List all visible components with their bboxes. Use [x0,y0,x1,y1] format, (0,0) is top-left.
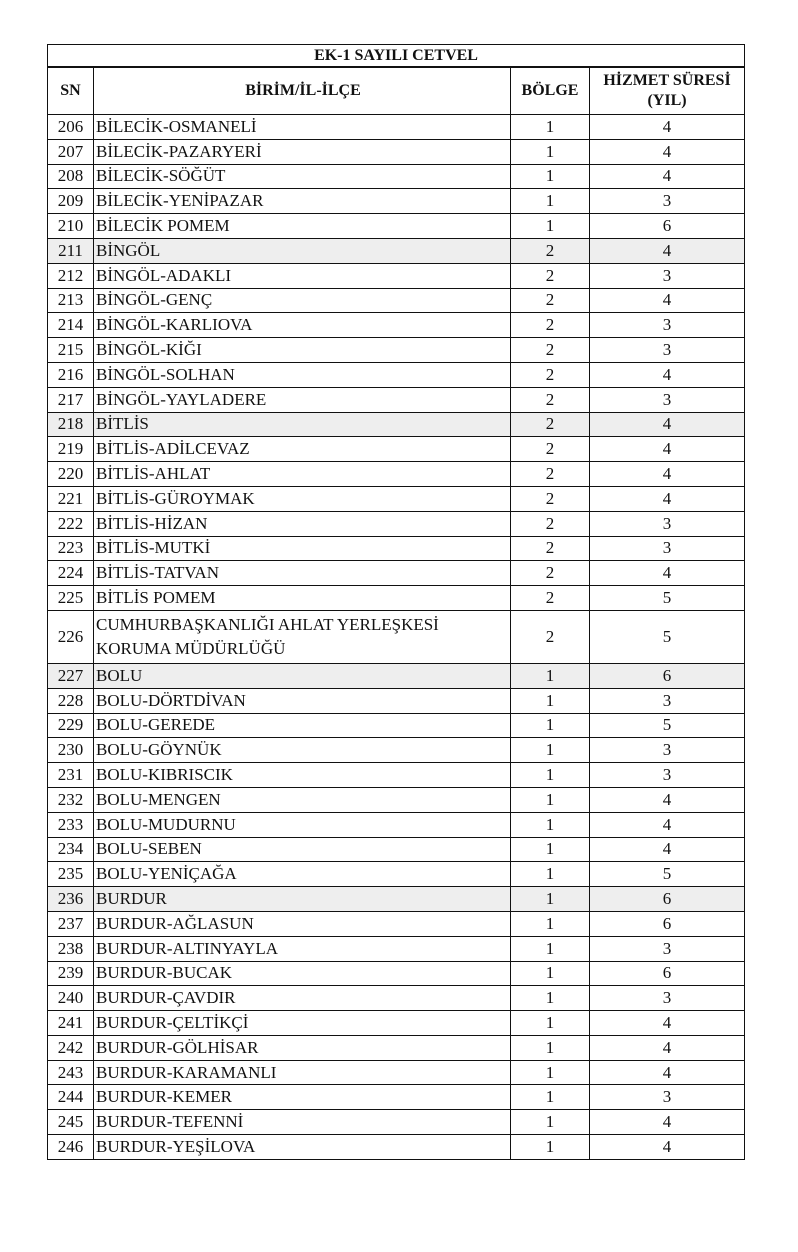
row-hizmet-suresi: 4 [590,486,745,511]
row-bolge: 1 [511,1011,590,1036]
row-birim: BİNGÖL-ADAKLI [94,263,511,288]
table-row [48,511,745,536]
row-sn: 219 [48,437,94,462]
row-hizmet-suresi: 6 [590,961,745,986]
row-hizmet-suresi: 6 [590,663,745,688]
row-hizmet-suresi: 5 [590,610,745,663]
row-sn: 244 [48,1085,94,1110]
row-bolge: 1 [511,763,590,788]
row-sn: 212 [48,263,94,288]
row-hizmet-suresi: 5 [590,862,745,887]
row-birim: BİNGÖL-KARLIOVA [94,313,511,338]
row-hizmet-suresi: 4 [590,412,745,437]
row-sn: 241 [48,1011,94,1036]
row-hizmet-suresi: 4 [590,288,745,313]
row-hizmet-suresi: 4 [590,1110,745,1135]
table-row [48,338,745,363]
row-hizmet-suresi: 5 [590,713,745,738]
header-bolge: BÖLGE [511,67,590,115]
row-sn: 242 [48,1035,94,1060]
row-sn: 239 [48,961,94,986]
row-hizmet-suresi: 4 [590,812,745,837]
header-hizmet-line2: (YIL) [647,92,687,109]
row-birim: BİTLİS-MUTKİ [94,536,511,561]
table-row [48,1011,745,1036]
row-hizmet-suresi: 3 [590,511,745,536]
table-row [48,115,745,140]
table-row [48,812,745,837]
row-bolge: 2 [511,437,590,462]
row-birim: BİTLİS-HİZAN [94,511,511,536]
table-row [48,189,745,214]
row-bolge: 2 [511,288,590,313]
table-row [48,738,745,763]
table-row [48,862,745,887]
row-hizmet-suresi: 3 [590,338,745,363]
row-bolge: 2 [511,511,590,536]
row-sn: 224 [48,561,94,586]
row-sn: 223 [48,536,94,561]
row-birim: BOLU-SEBEN [94,837,511,862]
row-birim: BİLECİK-SÖĞÜT [94,164,511,189]
row-birim: BİTLİS [94,412,511,437]
row-sn: 243 [48,1060,94,1085]
row-sn: 232 [48,787,94,812]
table-row [48,713,745,738]
table-row [48,610,745,663]
row-hizmet-suresi: 4 [590,238,745,263]
row-bolge: 2 [511,362,590,387]
row-birim: BURDUR-KARAMANLI [94,1060,511,1085]
document-page [47,44,744,1160]
row-sn: 221 [48,486,94,511]
row-birim: BOLU-GEREDE [94,713,511,738]
row-bolge: 1 [511,1135,590,1160]
row-bolge: 1 [511,189,590,214]
row-hizmet-suresi: 4 [590,462,745,487]
row-sn: 236 [48,887,94,912]
row-bolge: 1 [511,115,590,140]
row-sn: 226 [48,610,94,663]
row-birim: BİTLİS-GÜROYMAK [94,486,511,511]
row-hizmet-suresi: 4 [590,837,745,862]
row-sn: 238 [48,936,94,961]
table-row [48,1035,745,1060]
row-bolge: 1 [511,214,590,239]
table-row [48,362,745,387]
table-row [48,1110,745,1135]
table-row [48,936,745,961]
row-birim: BURDUR-ÇAVDIR [94,986,511,1011]
table-row [48,1085,745,1110]
row-sn: 209 [48,189,94,214]
row-sn: 231 [48,763,94,788]
row-birim: BOLU-DÖRTDİVAN [94,688,511,713]
row-sn: 234 [48,837,94,862]
table-row [48,763,745,788]
row-hizmet-suresi: 3 [590,263,745,288]
table-row [48,238,745,263]
table-row [48,1135,745,1160]
row-bolge: 2 [511,486,590,511]
row-bolge: 1 [511,738,590,763]
row-hizmet-suresi: 4 [590,787,745,812]
table-row [48,164,745,189]
row-hizmet-suresi: 4 [590,164,745,189]
table-row [48,139,745,164]
row-bolge: 1 [511,812,590,837]
row-bolge: 2 [511,313,590,338]
row-birim: BİTLİS-TATVAN [94,561,511,586]
row-hizmet-suresi: 4 [590,115,745,140]
row-hizmet-suresi: 4 [590,437,745,462]
row-hizmet-suresi: 4 [590,362,745,387]
row-birim: BURDUR [94,887,511,912]
row-bolge: 2 [511,536,590,561]
row-hizmet-suresi: 4 [590,1060,745,1085]
table-row [48,486,745,511]
row-birim: BİLECİK-OSMANELİ [94,115,511,140]
row-bolge: 2 [511,586,590,611]
row-sn: 230 [48,738,94,763]
row-hizmet-suresi: 4 [590,561,745,586]
row-sn: 217 [48,387,94,412]
row-birim: BURDUR-GÖLHİSAR [94,1035,511,1060]
table-row [48,787,745,812]
row-birim: BİNGÖL-GENÇ [94,288,511,313]
table-row [48,412,745,437]
table-row [48,663,745,688]
row-sn: 213 [48,288,94,313]
row-hizmet-suresi: 3 [590,189,745,214]
row-birim: BİTLİS POMEM [94,586,511,611]
table-row [48,561,745,586]
table-row [48,911,745,936]
table-row [48,536,745,561]
row-bolge: 1 [511,164,590,189]
row-sn: 233 [48,812,94,837]
row-sn: 240 [48,986,94,1011]
row-birim: BURDUR-AĞLASUN [94,911,511,936]
row-bolge: 2 [511,238,590,263]
row-bolge: 1 [511,862,590,887]
row-birim: BİTLİS-AHLAT [94,462,511,487]
table-row [48,214,745,239]
row-sn: 245 [48,1110,94,1135]
row-hizmet-suresi: 4 [590,1135,745,1160]
row-bolge: 1 [511,713,590,738]
row-birim: BURDUR-TEFENNİ [94,1110,511,1135]
table-row [48,961,745,986]
row-birim: BOLU-KIBRISCIK [94,763,511,788]
row-bolge: 1 [511,663,590,688]
row-hizmet-suresi: 3 [590,738,745,763]
row-hizmet-suresi: 5 [590,586,745,611]
row-sn: 215 [48,338,94,363]
row-birim: BURDUR-YEŞİLOVA [94,1135,511,1160]
row-sn: 210 [48,214,94,239]
cetvel-table [47,44,745,1160]
row-sn: 214 [48,313,94,338]
row-birim: BİLECİK-PAZARYERİ [94,139,511,164]
row-hizmet-suresi: 3 [590,688,745,713]
row-sn: 206 [48,115,94,140]
row-birim: BİLECİK POMEM [94,214,511,239]
row-birim: BURDUR-BUCAK [94,961,511,986]
row-birim: BURDUR-ALTINYAYLA [94,936,511,961]
row-birim: BOLU-MUDURNU [94,812,511,837]
row-sn: 237 [48,911,94,936]
row-birim: BİLECİK-YENİPAZAR [94,189,511,214]
row-bolge: 1 [511,837,590,862]
row-sn: 225 [48,586,94,611]
row-hizmet-suresi: 3 [590,313,745,338]
row-birim: BOLU [94,663,511,688]
row-hizmet-suresi: 3 [590,763,745,788]
table-row [48,288,745,313]
row-birim: BURDUR-KEMER [94,1085,511,1110]
row-sn: 235 [48,862,94,887]
row-bolge: 1 [511,986,590,1011]
row-bolge: 1 [511,1085,590,1110]
row-sn: 228 [48,688,94,713]
row-birim: BİNGÖL [94,238,511,263]
row-sn: 208 [48,164,94,189]
table-row [48,1060,745,1085]
row-bolge: 1 [511,1035,590,1060]
row-sn: 220 [48,462,94,487]
header-sn: SN [48,67,94,115]
row-bolge: 2 [511,462,590,487]
row-birim: BİTLİS-ADİLCEVAZ [94,437,511,462]
title-row [48,45,745,68]
row-sn: 218 [48,412,94,437]
row-hizmet-suresi: 3 [590,986,745,1011]
row-bolge: 2 [511,610,590,663]
row-bolge: 2 [511,338,590,363]
row-bolge: 1 [511,961,590,986]
row-birim: BOLU-YENİÇAĞA [94,862,511,887]
row-sn: 216 [48,362,94,387]
row-hizmet-suresi: 4 [590,139,745,164]
row-hizmet-suresi: 4 [590,1035,745,1060]
row-sn: 227 [48,663,94,688]
row-sn: 211 [48,238,94,263]
row-bolge: 1 [511,787,590,812]
table-row [48,462,745,487]
row-bolge: 1 [511,688,590,713]
header-birim: BİRİM/İL-İLÇE [94,67,511,115]
table-row [48,688,745,713]
row-bolge: 1 [511,139,590,164]
table-row [48,586,745,611]
table-row [48,263,745,288]
header-hizmet-suresi [590,67,745,115]
row-sn: 207 [48,139,94,164]
row-bolge: 1 [511,887,590,912]
table-row [48,887,745,912]
row-birim: BOLU-GÖYNÜK [94,738,511,763]
row-bolge: 2 [511,263,590,288]
table-row [48,437,745,462]
row-hizmet-suresi: 3 [590,387,745,412]
row-birim: BOLU-MENGEN [94,787,511,812]
row-hizmet-suresi: 3 [590,536,745,561]
table-row [48,387,745,412]
table-row [48,986,745,1011]
row-bolge: 2 [511,412,590,437]
row-birim: BİNGÖL-KİĞI [94,338,511,363]
table-row [48,837,745,862]
row-bolge: 2 [511,387,590,412]
row-bolge: 1 [511,911,590,936]
row-bolge: 1 [511,1110,590,1135]
row-birim: BİNGÖL-YAYLADERE [94,387,511,412]
row-hizmet-suresi: 6 [590,887,745,912]
row-sn: 222 [48,511,94,536]
row-birim: CUMHURBAŞKANLIĞI AHLAT YERLEŞKESİ KORUMA MÜDÜRLÜĞÜ [94,610,511,663]
row-bolge: 1 [511,936,590,961]
row-sn: 229 [48,713,94,738]
row-birim: BİNGÖL-SOLHAN [94,362,511,387]
row-bolge: 1 [511,1060,590,1085]
table-title: EK-1 SAYILI CETVEL [48,45,745,68]
row-birim: BURDUR-ÇELTİKÇİ [94,1011,511,1036]
header-hizmet-line1: HİZMET SÜRESİ [603,72,731,89]
row-hizmet-suresi: 6 [590,214,745,239]
row-hizmet-suresi: 3 [590,1085,745,1110]
row-hizmet-suresi: 4 [590,1011,745,1036]
row-bolge: 2 [511,561,590,586]
row-hizmet-suresi: 6 [590,911,745,936]
row-sn: 246 [48,1135,94,1160]
table-body [48,115,745,1160]
row-hizmet-suresi: 3 [590,936,745,961]
header-row [48,67,745,115]
table-row [48,313,745,338]
